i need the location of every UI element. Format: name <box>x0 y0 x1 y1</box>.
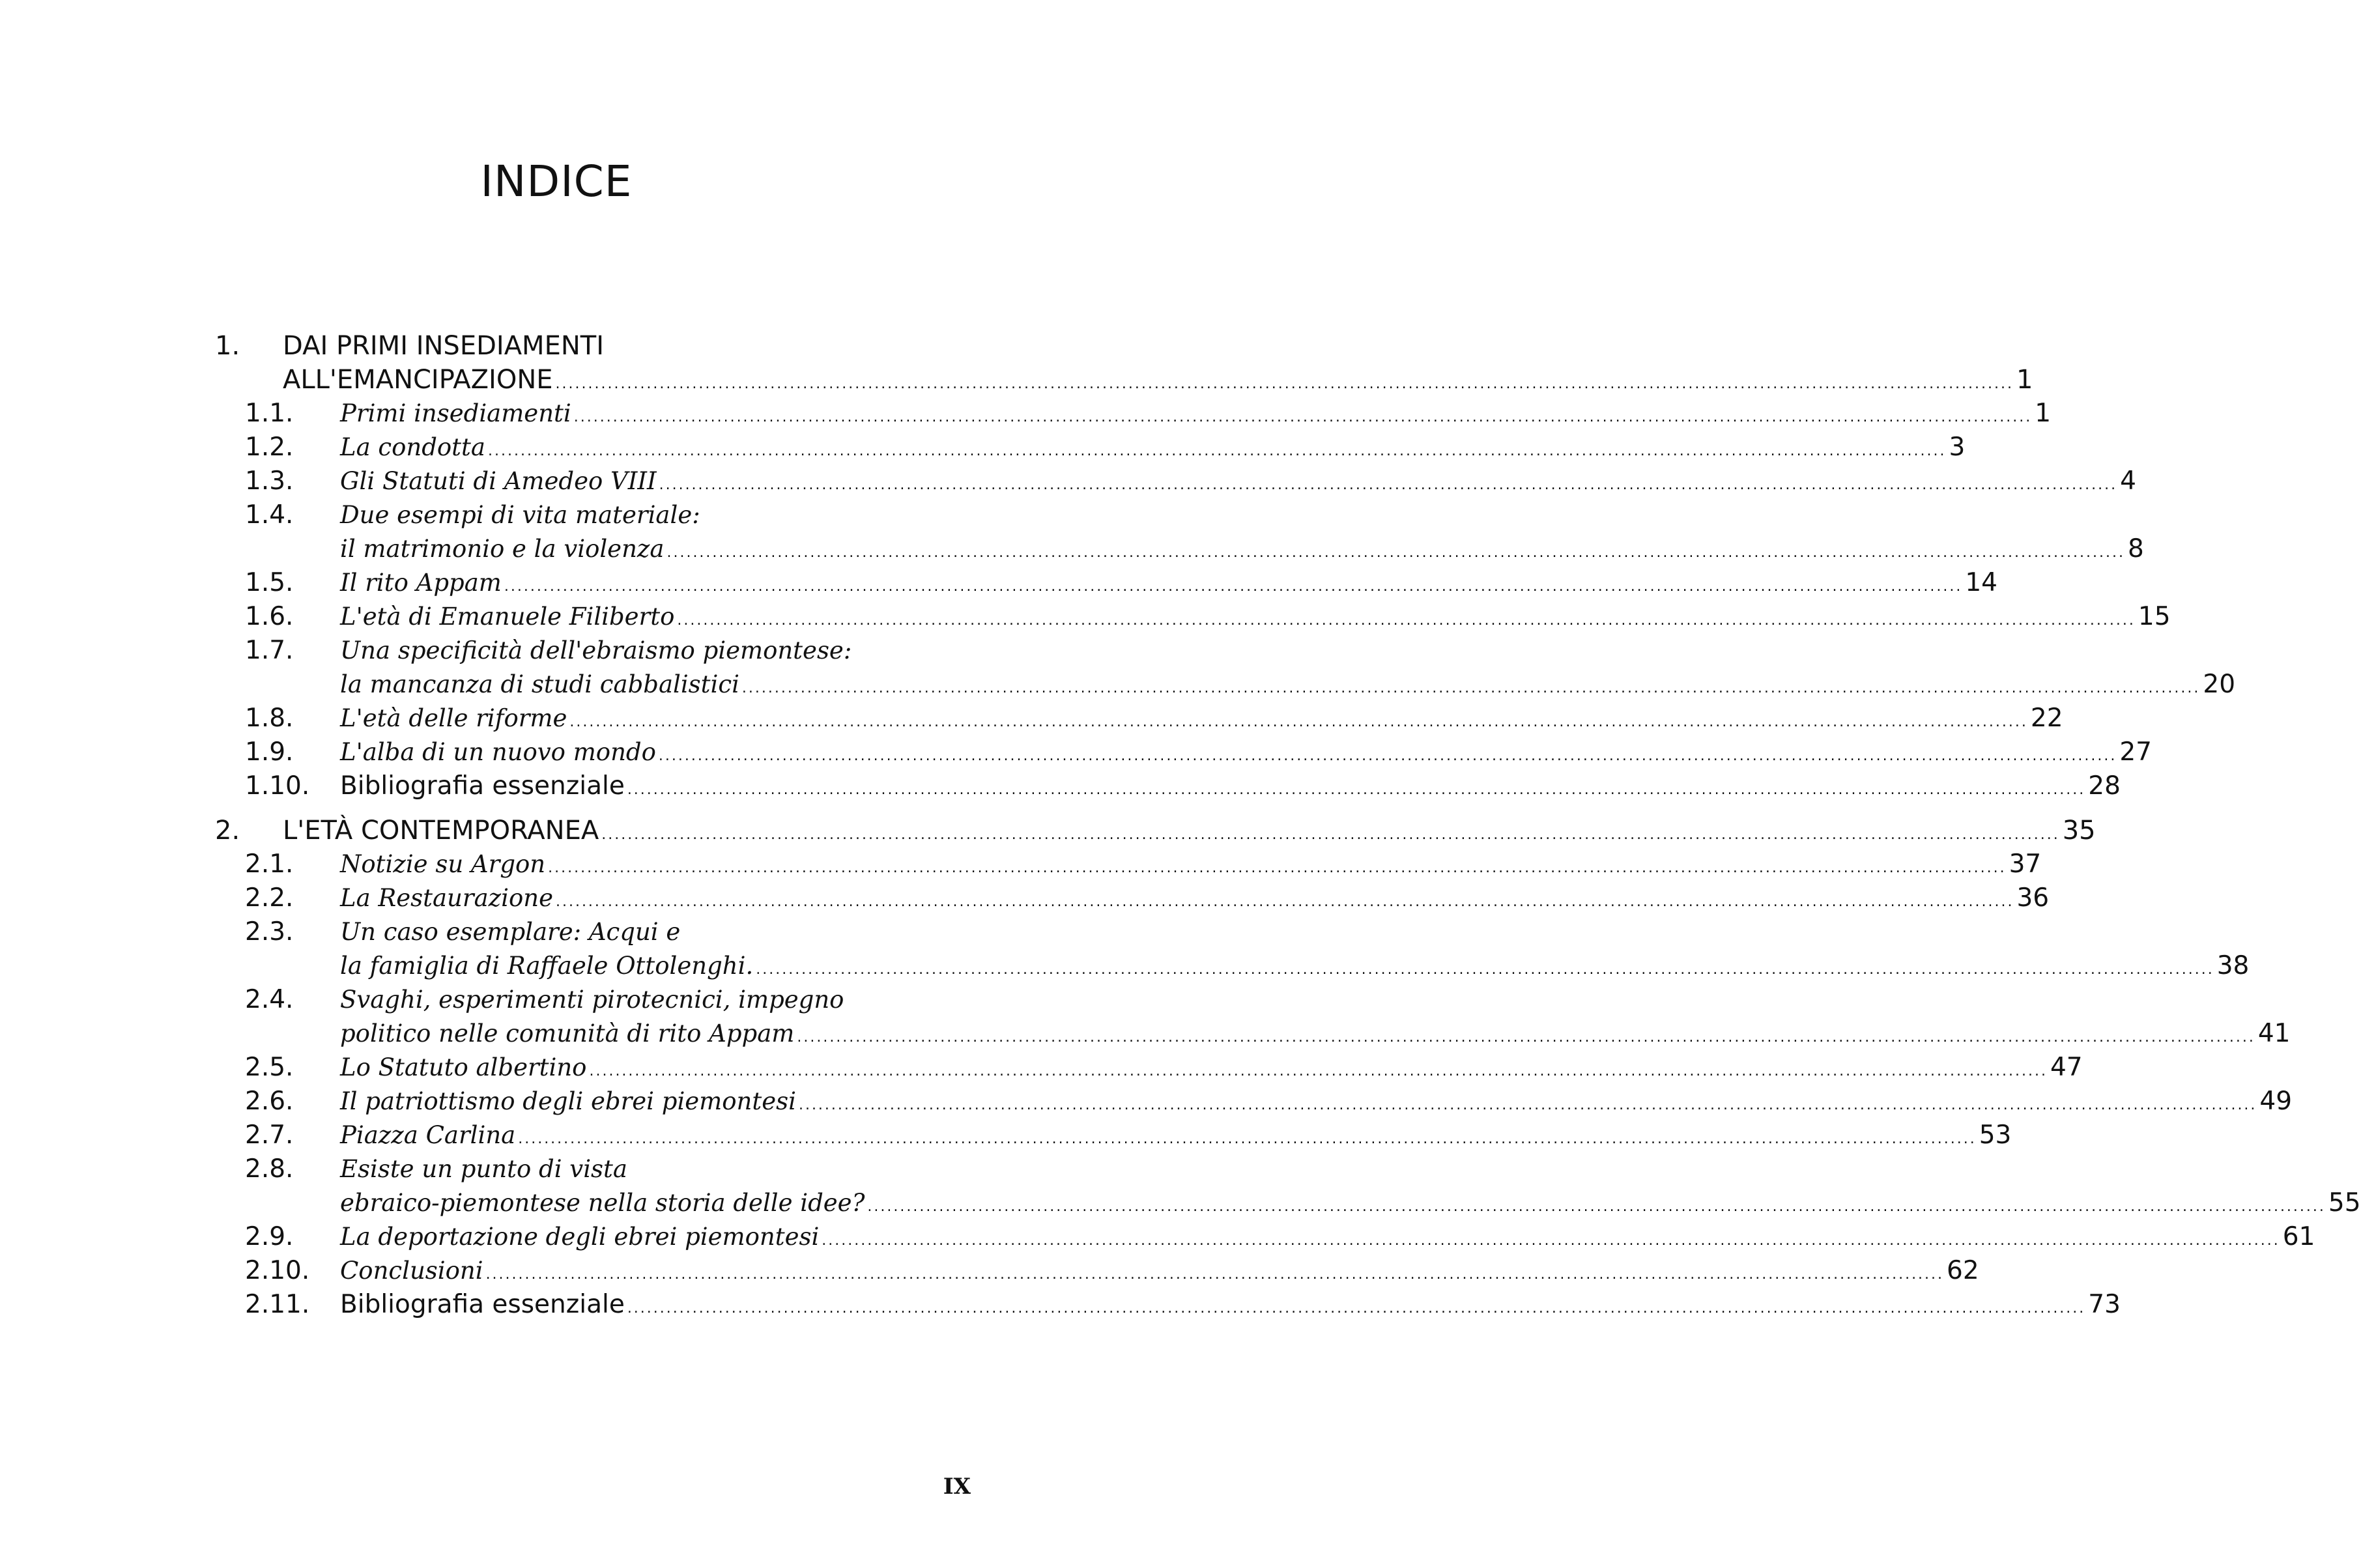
page-number: 55 <box>2328 1188 2361 1218</box>
page-number: 47 <box>2050 1053 2083 1082</box>
section-title: Esiste un punto di vista <box>340 1155 627 1183</box>
section-title: Notizie su Argon <box>340 850 546 878</box>
table-of-contents <box>215 329 2361 1322</box>
toc-entry-chapter-2[interactable] <box>215 814 2096 848</box>
dot-leader: ................................................................................................................................................................................................................................ <box>589 1063 2048 1079</box>
page-number: 62 <box>1947 1256 1979 1285</box>
section-title: L'età delle riforme <box>340 704 567 732</box>
section-number: 2.7. <box>245 1120 294 1150</box>
section-number: 1.1. <box>245 399 294 428</box>
dot-leader: ................................................................................................................................................................................................................................ <box>741 680 2201 696</box>
chapter-title: L'ETÀ CONTEMPORANEA <box>283 816 599 846</box>
toc-entry[interactable] <box>215 1085 2293 1119</box>
toc-entry[interactable] <box>215 668 2236 702</box>
toc-entry-first-line <box>215 983 977 1017</box>
section-title-continued: ebraico-piemontese nella storia delle idee? <box>340 1189 865 1217</box>
toc-entry-first-line <box>215 1152 977 1186</box>
dot-leader: ................................................................................................................................................................................................................................ <box>555 376 2014 392</box>
page-number: 22 <box>2030 704 2063 733</box>
section-number: 1.3. <box>245 466 294 496</box>
section-title: Il patriottismo degli ebrei piemontesi <box>340 1087 796 1115</box>
dot-leader: ................................................................................................................................................................................................................................ <box>573 409 2033 425</box>
toc-entry[interactable] <box>215 702 2063 735</box>
chapter-title: DAI PRIMI INSEDIAMENTI <box>283 331 604 361</box>
section-number: 1.6. <box>245 602 294 631</box>
toc-entry[interactable] <box>215 949 2250 983</box>
toc-entry[interactable] <box>215 1220 2315 1254</box>
section-number: 2.3. <box>245 917 294 947</box>
dot-leader: ................................................................................................................................................................................................................................ <box>756 962 2214 978</box>
section-number: 2.9. <box>245 1222 294 1251</box>
section-title: Un caso esemplare: Acqui e <box>340 918 681 946</box>
toc-entry[interactable] <box>215 532 2144 566</box>
section-title-continued: politico nelle comunità di rito Appam <box>340 1019 795 1048</box>
page-number: 28 <box>2088 771 2121 801</box>
chapter-number: 1. <box>215 331 240 361</box>
section-title: La condotta <box>340 433 485 461</box>
dot-leader: ................................................................................................................................................................................................................................ <box>658 748 2117 764</box>
section-title: L'alba di un nuovo mondo <box>340 738 656 766</box>
page-number: 53 <box>1979 1120 2012 1150</box>
page-number: 15 <box>2138 602 2171 631</box>
dot-leader: ................................................................................................................................................................................................................................ <box>627 1300 2086 1317</box>
dot-leader: ................................................................................................................................................................................................................................ <box>659 477 2118 493</box>
section-number: 2.1. <box>245 849 294 879</box>
section-number: 1.4. <box>245 500 294 530</box>
toc-entry[interactable] <box>215 566 1997 600</box>
toc-entry[interactable] <box>215 1051 2083 1085</box>
dot-leader: ................................................................................................................................................................................................................................ <box>555 894 2014 910</box>
section-number: 1.10. <box>245 771 310 801</box>
dot-leader: ................................................................................................................................................................................................................................ <box>867 1199 2326 1215</box>
page-number: 8 <box>2127 534 2144 563</box>
dot-leader: ................................................................................................................................................................................................................................ <box>627 782 2086 798</box>
section-number: 2.11. <box>245 1290 310 1319</box>
section-title: Il rito Appam <box>340 569 502 597</box>
section-number: 1.2. <box>245 433 294 462</box>
toc-entry[interactable] <box>215 1119 2012 1152</box>
page-number: 61 <box>2282 1222 2315 1251</box>
chapter-1-heading <box>215 329 977 363</box>
section-number: 2.10. <box>245 1256 310 1285</box>
dot-leader: ................................................................................................................................................................................................................................ <box>666 545 2125 561</box>
chapter-number: 2. <box>215 816 240 846</box>
toc-entry[interactable] <box>215 1288 2121 1322</box>
toc-entry-first-line <box>215 634 977 668</box>
toc-entry[interactable] <box>215 600 2171 634</box>
page-folio: IX <box>943 1474 971 1500</box>
toc-entry[interactable] <box>215 735 2152 769</box>
section-title: La Restaurazione <box>340 884 553 912</box>
section-number: 1.7. <box>245 636 294 665</box>
section-number: 2.4. <box>245 985 294 1014</box>
page-number: 20 <box>2203 670 2236 699</box>
section-title-continued: il matrimonio e la violenza <box>340 535 665 563</box>
page-number: 49 <box>2259 1087 2293 1116</box>
dot-leader: ................................................................................................................................................................................................................................ <box>797 1029 2255 1046</box>
dot-leader: ................................................................................................................................................................................................................................ <box>798 1097 2257 1113</box>
page-number: 3 <box>1949 433 1966 462</box>
page-number: 37 <box>2009 849 2042 879</box>
toc-entry-first-line <box>215 915 977 949</box>
section-number: 1.5. <box>245 568 294 597</box>
page-number: 27 <box>2119 737 2152 767</box>
section-title: Primi insediamenti <box>340 399 571 427</box>
dot-leader: ................................................................................................................................................................................................................................ <box>504 578 1963 595</box>
page-number: 14 <box>1965 568 1997 597</box>
page-number: 41 <box>2257 1019 2291 1048</box>
section-number: 2.5. <box>245 1053 294 1082</box>
page-number: 35 <box>2062 816 2096 846</box>
page-number: 38 <box>2216 951 2250 980</box>
section-title: La deportazione degli ebrei piemontesi <box>340 1223 820 1251</box>
dot-leader: ................................................................................................................................................................................................................................ <box>569 714 2028 730</box>
toc-entry[interactable] <box>215 769 2121 803</box>
section-number: 1.9. <box>245 737 294 767</box>
dot-leader: ................................................................................................................................................................................................................................ <box>601 827 2060 843</box>
page-number: 1 <box>2035 399 2052 428</box>
page-number: 73 <box>2088 1290 2121 1319</box>
section-title: Conclusioni <box>340 1257 483 1285</box>
section-title: L'età di Emanuele Filiberto <box>340 603 675 631</box>
toc-entry[interactable] <box>215 464 2136 498</box>
toc-entry[interactable] <box>215 848 2042 881</box>
page-number: 36 <box>2016 883 2050 913</box>
section-number: 1.8. <box>245 704 294 733</box>
dot-leader: ................................................................................................................................................................................................................................ <box>548 860 2007 876</box>
section-title: Una specificità dell'ebraismo piemontese: <box>340 636 852 664</box>
page-number: 4 <box>2120 466 2136 496</box>
section-title: Lo Statuto albertino <box>340 1053 587 1081</box>
section-title: Due esempi di vita materiale: <box>340 501 700 529</box>
section-title-continued: la mancanza di studi cabbalistici <box>340 670 739 698</box>
dot-leader: ................................................................................................................................................................................................................................ <box>822 1233 2280 1249</box>
toc-entry[interactable] <box>215 1254 1979 1288</box>
toc-entry-chapter-1[interactable] <box>215 363 2033 397</box>
dot-leader: ................................................................................................................................................................................................................................ <box>518 1131 1977 1147</box>
toc-entry[interactable] <box>215 881 2050 915</box>
page-number: 1 <box>2016 365 2033 395</box>
section-title: Svaghi, esperimenti pirotecnici, impegno <box>340 986 844 1014</box>
toc-entry[interactable] <box>215 397 2052 431</box>
page-title: INDICE <box>480 156 633 207</box>
section-number: 2.6. <box>245 1087 294 1116</box>
toc-entry[interactable] <box>215 431 1966 464</box>
section-title: Bibliografia essenziale <box>340 1290 625 1319</box>
toc-entry-first-line <box>215 498 977 532</box>
section-title: Bibliografia essenziale <box>340 771 625 801</box>
section-number: 2.2. <box>245 883 294 913</box>
toc-entry[interactable] <box>215 1186 2361 1220</box>
section-number: 2.8. <box>245 1154 294 1184</box>
chapter-title-continued: ALL'EMANCIPAZIONE <box>283 365 553 395</box>
dot-leader: ................................................................................................................................................................................................................................ <box>677 612 2136 629</box>
section-title: Piazza Carlina <box>340 1121 516 1149</box>
dot-leader: ................................................................................................................................................................................................................................ <box>487 443 1947 459</box>
toc-entry[interactable] <box>215 1017 2291 1051</box>
section-title: Gli Statuti di Amedeo VIII <box>340 467 657 495</box>
section-title-continued: la famiglia di Raffaele Ottolenghi. <box>340 952 754 980</box>
dot-leader: ................................................................................................................................................................................................................................ <box>485 1266 1945 1283</box>
